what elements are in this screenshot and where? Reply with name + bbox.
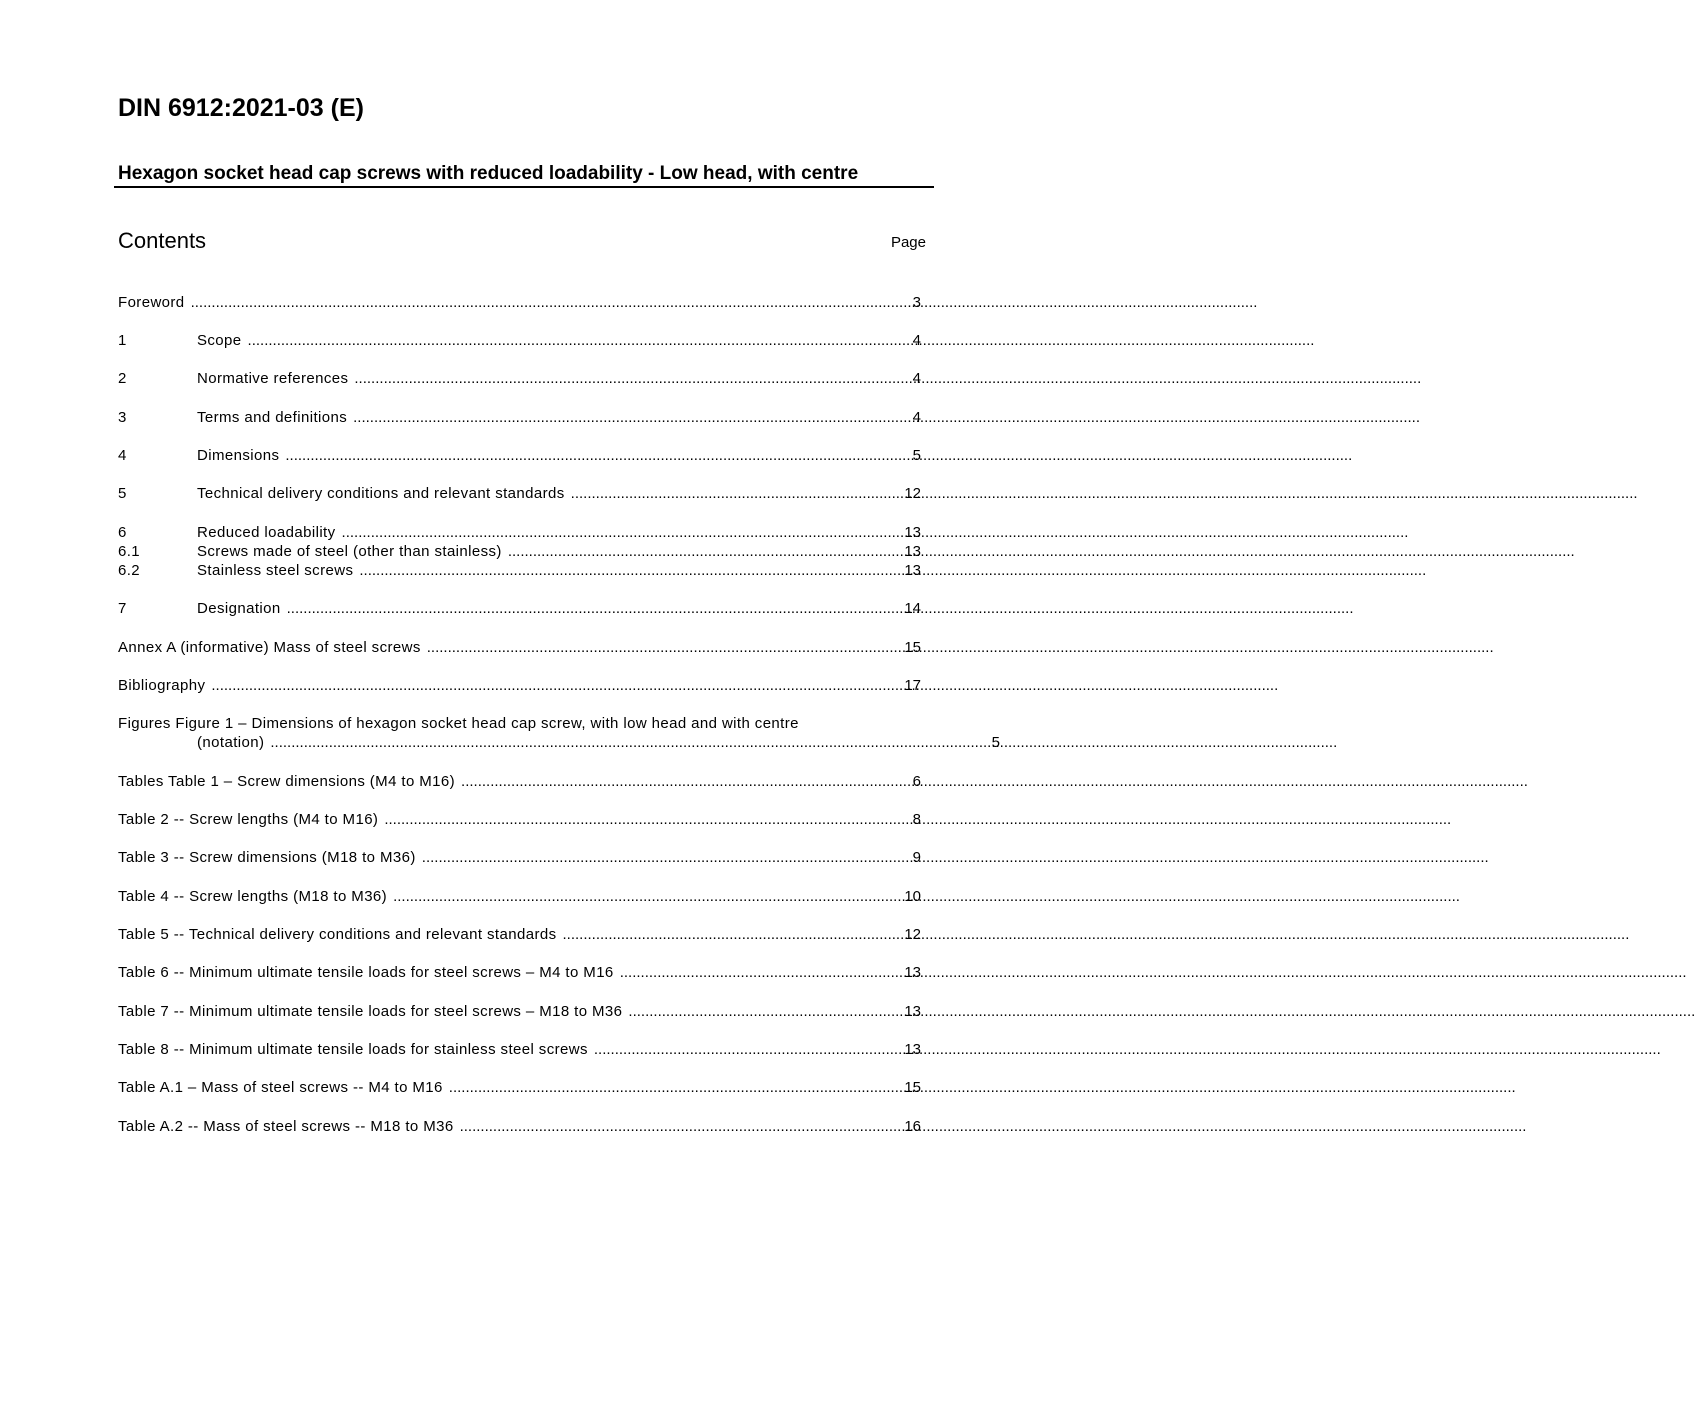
toc-entry-page: 4 <box>912 370 921 387</box>
toc-entry-page: 13 <box>904 524 921 541</box>
toc-entry-page: 15 <box>904 639 921 656</box>
toc-entry-text: Table 3 -- Screw dimensions (M18 to M36) <box>118 849 416 866</box>
toc-entry-page: 12 <box>904 926 921 943</box>
toc-entry-page: 14 <box>904 600 921 617</box>
toc-entry-page: 17 <box>904 677 921 694</box>
page-column-heading: Page <box>890 234 926 251</box>
toc-entry-text: Table 8 -- Minimum ultimate tensile loads for stainless steel screws <box>118 1041 588 1058</box>
dot-leader <box>563 925 905 944</box>
toc-entry-page: 9 <box>912 849 921 866</box>
dot-leader <box>508 542 904 561</box>
toc-entry-reduced-loadability[interactable] <box>118 523 921 542</box>
toc-entry-scope[interactable] <box>118 331 921 350</box>
dot-leader <box>422 848 913 867</box>
dot-leader <box>342 523 905 542</box>
toc-entry-page: 12 <box>904 485 921 502</box>
toc-entry-table-a2[interactable] <box>118 1117 921 1136</box>
toc-entry-table-8[interactable] <box>118 1040 921 1059</box>
toc-entry-text: Table A.2 -- Mass of steel screws -- M18 to M36 <box>118 1118 454 1135</box>
toc-entry-number: 1 <box>118 332 127 349</box>
toc-entry-number: 6 <box>118 524 127 541</box>
toc-entry-number: 6.2 <box>118 562 141 579</box>
toc-entry-text: Table 6 -- Minimum ultimate tensile loads for steel screws – M4 to M16 <box>118 964 614 981</box>
toc-entry-page: 4 <box>912 409 921 426</box>
dot-leader <box>270 733 991 752</box>
toc-entry-number: 2 <box>118 370 127 387</box>
toc-entry-page: 3 <box>912 294 921 311</box>
toc-entry-text: Table 2 -- Screw lengths (M4 to M16) <box>118 811 379 828</box>
document-title: Hexagon socket head cap screws with reduced loadability - Low head, with centre <box>118 163 859 184</box>
toc-entry-page: 13 <box>904 543 921 560</box>
toc-entry-text: Reduced loadability <box>197 524 336 541</box>
toc-entry-text: Tables Table 1 – Screw dimensions (M4 to M16) <box>118 773 456 790</box>
toc-entry-text: Technical delivery conditions and relevant standards <box>197 485 565 502</box>
toc-entry-technical-delivery-conditions[interactable] <box>118 484 921 503</box>
toc-entry-table-3[interactable] <box>118 848 921 867</box>
dot-leader <box>191 293 913 312</box>
dot-leader <box>384 810 912 829</box>
dot-leader <box>393 887 904 906</box>
toc-entry-terms-and-definitions[interactable] <box>118 408 921 427</box>
title-underline <box>114 186 934 188</box>
dot-leader <box>285 446 912 465</box>
toc-entry-number: 3 <box>118 409 127 426</box>
toc-entry-foreword[interactable] <box>118 293 921 312</box>
toc-entry-annex-a[interactable] <box>118 638 921 657</box>
toc-entry-page: 10 <box>904 888 921 905</box>
toc-entry-text: Table 4 -- Screw lengths (M18 to M36) <box>118 888 388 905</box>
toc-entry-page: 15 <box>904 1079 921 1096</box>
toc-entry-bibliography[interactable] <box>118 676 921 695</box>
dot-leader <box>449 1078 905 1097</box>
toc-entry-page: 13 <box>904 1003 921 1020</box>
toc-entry-number: 5 <box>118 485 127 502</box>
dot-leader <box>211 676 904 695</box>
toc-entry-page: 4 <box>912 332 921 349</box>
toc-entry-text: Annex A (informative) Mass of steel screws <box>118 639 421 656</box>
toc-entry-text: Terms and definitions <box>197 409 348 426</box>
toc-entry-page: 5 <box>912 447 921 464</box>
document-id: DIN 6912:2021-03 (E) <box>118 94 364 122</box>
toc-entry-page: 16 <box>904 1118 921 1135</box>
toc-entry-text: Table 7 -- Minimum ultimate tensile loads for steel screws – M18 to M36 <box>118 1003 623 1020</box>
toc-entry-table-5[interactable] <box>118 925 921 944</box>
toc-entry-text: Scope <box>197 332 242 349</box>
toc-entry-text: (notation) <box>197 734 265 751</box>
dot-leader <box>427 638 905 657</box>
toc-entry-text: Screws made of steel (other than stainless) <box>197 543 502 560</box>
dot-leader <box>628 1002 904 1021</box>
toc-entry-page: 13 <box>904 1041 921 1058</box>
toc-entry-text: Dimensions <box>197 447 280 464</box>
toc-entry-page: 6 <box>912 773 921 790</box>
toc-entry-text-line1: Figures Figure 1 – Dimensions of hexagon socket head cap screw, with low head and with centre <box>118 715 799 732</box>
toc-entry-screws-made-of-steel[interactable] <box>118 542 921 561</box>
dot-leader <box>460 1117 905 1136</box>
toc-entry-number: 6.1 <box>118 543 141 560</box>
toc-entry-page: 13 <box>904 562 921 579</box>
toc-entry-normative-references[interactable] <box>118 369 921 388</box>
dot-leader <box>594 1040 904 1059</box>
toc-entry-table-7[interactable] <box>118 1002 921 1021</box>
dot-leader <box>353 408 913 427</box>
toc-entry-number: 7 <box>118 600 127 617</box>
dot-leader <box>248 331 913 350</box>
toc-entry-table-6[interactable] <box>118 963 921 982</box>
dot-leader <box>571 484 905 503</box>
dot-leader <box>287 599 905 618</box>
toc-entry-text: Table A.1 – Mass of steel screws -- M4 to M16 <box>118 1079 443 1096</box>
toc-entry-text: Foreword <box>118 294 185 311</box>
toc-entry-text: Bibliography <box>118 677 206 694</box>
toc-entry-text: Normative references <box>197 370 349 387</box>
toc-entry-table-4[interactable] <box>118 887 921 906</box>
toc-entry-dimensions[interactable] <box>118 446 921 465</box>
toc-entry-stainless-steel-screws[interactable] <box>118 561 921 580</box>
toc-entry-page: 8 <box>912 811 921 828</box>
dot-leader <box>620 963 905 982</box>
toc-entry-text: Designation <box>197 600 281 617</box>
toc-entry-table-1[interactable] <box>118 772 921 791</box>
toc-entry-page: 13 <box>904 964 921 981</box>
toc-entry-figure-1[interactable] <box>118 714 1000 752</box>
toc-entry-page: 5 <box>991 734 1000 751</box>
contents-heading: Contents <box>118 228 207 253</box>
toc-entry-text: Table 5 -- Technical delivery conditions and relevant standards <box>118 926 557 943</box>
toc-entry-table-a1[interactable] <box>118 1078 921 1097</box>
toc-entry-text: Stainless steel screws <box>197 562 354 579</box>
dot-leader <box>354 369 912 388</box>
toc-entry-number: 4 <box>118 447 127 464</box>
toc-entry-designation[interactable] <box>118 599 921 618</box>
dot-leader <box>461 772 913 791</box>
toc-entry-table-2[interactable] <box>118 810 921 829</box>
dot-leader <box>359 561 904 580</box>
